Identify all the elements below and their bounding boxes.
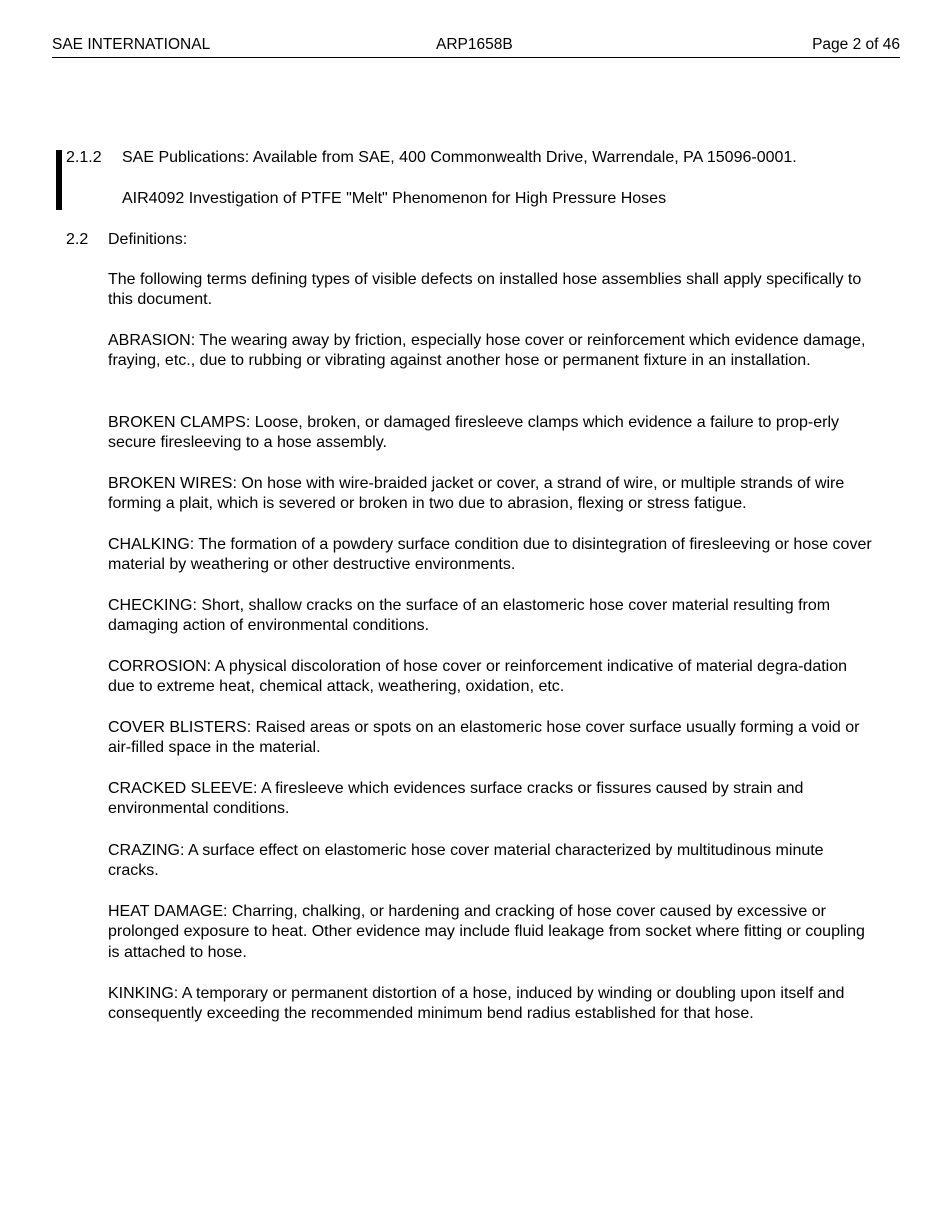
definition-heat-damage: HEAT DAMAGE: Charring, chalking, or hardening and cracking of hose cover caused by excessive or prolonged exposure to heat. Other evidence may include fluid leakage from socket where fitting or coupling is attached to hose.: [108, 903, 865, 961]
reference-air4092: AIR4092 Investigation of PTFE "Melt" Phenomenon for High Pressure Hoses: [122, 190, 667, 207]
definition-checking: CHECKING: Short, shallow cracks on the surface of an elastomeric hose cover material resulting from damaging action of environmental conditions.: [108, 597, 831, 635]
definition-broken-wires: BROKEN WIRES: On hose with wire-braided jacket or cover, a strand of wire, or multiple strands of wire forming a plait, which is severed or broken in two due to abrasion, flexing or stress fatigue.: [108, 475, 845, 513]
section-title-definitions: Definitions:: [108, 231, 188, 248]
definition-abrasion: ABRASION: The wearing away by friction, especially hose cover or reinforcement which evidence damage, fraying, etc., due to rubbing or vibrating against another hose or permanent fixture in an installation.: [108, 332, 866, 370]
header-page-number: Page 2 of 46: [812, 36, 900, 53]
section-number-2-1-2: 2.1.2: [66, 149, 102, 166]
definition-corrosion: CORROSION: A physical discoloration of hose cover or reinforcement indicative of material degra-dation due to extreme heat, chemical attack, weathering, oxidation, etc.: [108, 658, 848, 696]
section-text-2-1-2: SAE Publications: Available from SAE, 400 Commonwealth Drive, Warrendale, PA 15096-0001.: [122, 149, 797, 166]
definitions-intro: The following terms defining types of visible defects on installed hose assemblies shall apply specifically to this document.: [108, 271, 862, 309]
definition-chalking: CHALKING: The formation of a powdery surface condition due to disintegration of firesleeving or hose cover material by weathering or other destructive environments.: [108, 536, 872, 574]
definition-cracked-sleeve: CRACKED SLEEVE: A firesleeve which evidences surface cracks or fissures caused by strain and environmental conditions.: [108, 780, 804, 818]
definition-broken-clamps: BROKEN CLAMPS: Loose, broken, or damaged firesleeve clamps which evidence a failure to prop-erly secure firesleeving to a hose assembly.: [108, 414, 840, 452]
page-header: [52, 36, 900, 58]
revision-change-bar: [56, 150, 62, 210]
header-document-number: ARP1658B: [436, 36, 513, 53]
section-number-2-2: 2.2: [66, 231, 89, 248]
definition-crazing: CRAZING: A surface effect on elastomeric hose cover material characterized by multitudinous minute cracks.: [108, 842, 824, 880]
definition-cover-blisters: COVER BLISTERS: Raised areas or spots on an elastomeric hose cover surface usually forming a void or air-filled space in the material.: [108, 719, 860, 757]
header-organization: SAE INTERNATIONAL: [52, 36, 211, 53]
definition-kinking: KINKING: A temporary or permanent distortion of a hose, induced by winding or doubling upon itself and consequently exceeding the recommended minimum bend radius established for that hose.: [108, 985, 845, 1023]
